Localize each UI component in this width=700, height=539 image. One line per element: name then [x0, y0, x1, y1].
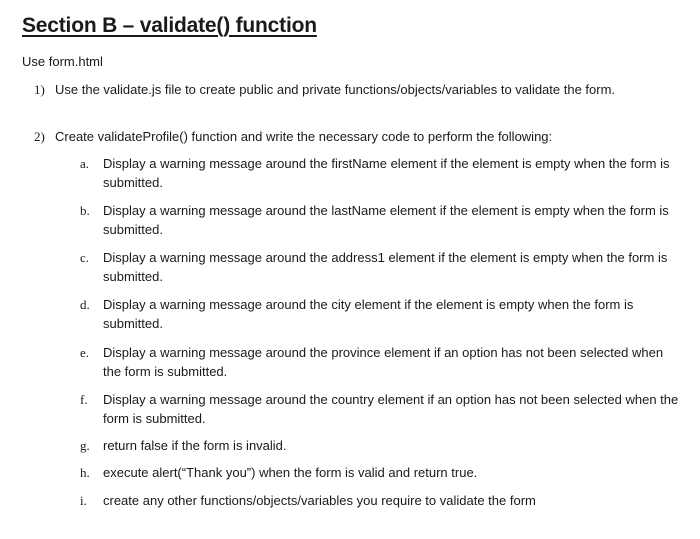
item-marker: 2) [34, 129, 45, 144]
item-marker: g. [80, 438, 90, 453]
item-text: Display a warning message around the address1 element if the element is empty when the form is submitted. [103, 250, 668, 284]
intro-text: Use form.html [22, 54, 103, 69]
item-marker: f. [80, 392, 88, 407]
item-text: Create validateProfile() function and write the necessary code to perform the following: [55, 129, 553, 144]
item-text: Display a warning message around the city element if the element is empty when the form is submitted. [103, 297, 634, 331]
item-text: Display a warning message around the firstName element if the element is empty when the form is submitted. [103, 156, 670, 190]
item-marker: 1) [34, 82, 45, 97]
item-text: return false if the form is invalid. [103, 438, 287, 453]
item-text: Display a warning message around the lastName element if the element is empty when the form is submitted. [103, 203, 669, 237]
item-text: execute alert(“Thank you”) when the form is valid and return true. [103, 465, 478, 480]
item-marker: a. [80, 156, 90, 171]
item-marker: i. [80, 493, 87, 508]
item-text: create any other functions/objects/variables you require to validate the form [103, 493, 536, 508]
item-marker: d. [80, 297, 90, 312]
item-marker: e. [80, 345, 90, 360]
item-marker: c. [80, 250, 90, 265]
item-text: Use the validate.js file to create public and private functions/objects/variables to validate the form. [55, 82, 616, 97]
item-marker: b. [80, 203, 90, 218]
item-marker: h. [80, 465, 90, 480]
item-text: Display a warning message around the province element if an option has not been selected when the form is submitted. [103, 345, 664, 379]
item-text: Display a warning message around the country element if an option has not been selected when the form is submitted. [103, 392, 679, 426]
section-title: Section B – validate() function [22, 14, 317, 37]
